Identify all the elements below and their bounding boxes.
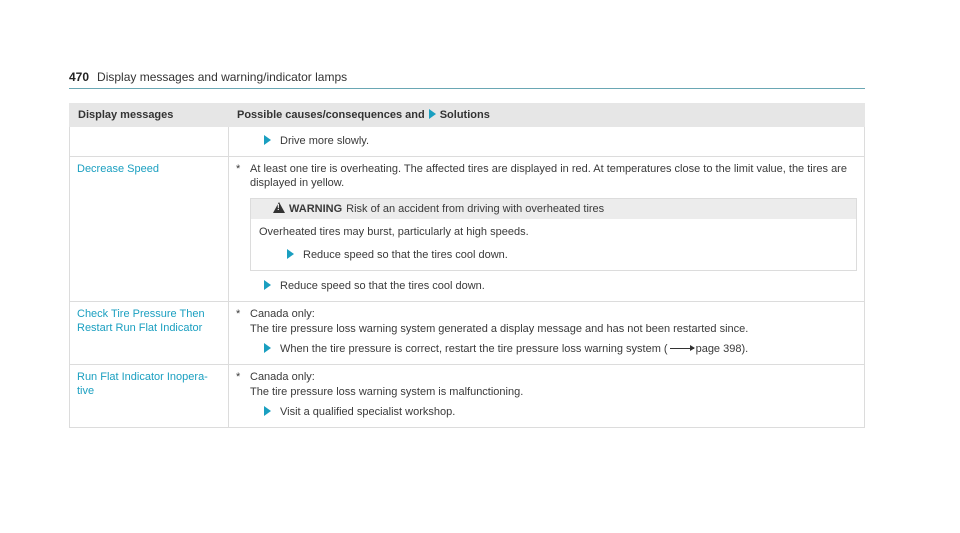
note-text: Canada only: — [250, 308, 315, 320]
col-header-messages: Display messages — [70, 104, 229, 127]
cause-cell — [229, 157, 865, 302]
table-header-row — [70, 104, 865, 127]
cause-note — [236, 162, 857, 190]
page-title: Display messages and warning/indicator lamps — [97, 70, 348, 84]
message-check-tire-pressure: Check Tire Pressure Then Restart Run Flat Indicator — [77, 308, 205, 334]
cause-cell — [229, 302, 865, 365]
page-header — [69, 70, 865, 89]
cause-text: At least one tire is overheating. The affected tires are displayed in red. At temperatures close to the limit value, the tires are displayed in yellow. — [250, 163, 847, 189]
action-arrow-icon — [264, 280, 271, 290]
cause-note — [236, 370, 857, 384]
cause-cell — [229, 127, 865, 157]
warning-title: Risk of an accident from driving with overheated tires — [346, 203, 605, 215]
action-arrow-icon — [264, 135, 271, 145]
action-item: Reduce speed so that the tires cool down. — [236, 279, 857, 293]
page-reference-arrow-icon — [670, 348, 694, 349]
action-item: When the tire pressure is correct, restart the tire pressure loss warning system ( page 398). — [236, 342, 857, 356]
note-text: Canada only: — [250, 371, 315, 383]
cause-text: The tire pressure loss warning system is malfunctioning. — [250, 386, 524, 398]
warning-box — [250, 198, 857, 271]
action-arrow-icon — [264, 406, 271, 416]
message-run-flat-inoperative: Run Flat Indicator Inopera- tive — [77, 371, 208, 397]
message-decrease-speed: Decrease Speed — [77, 163, 159, 175]
message-cell — [70, 157, 229, 302]
cause-note — [236, 307, 857, 321]
footnote-star: * — [236, 371, 241, 383]
header-rule — [69, 88, 865, 89]
cause-text: The tire pressure loss warning system generated a display message and has not been restarted since. — [250, 323, 749, 335]
table-row — [70, 127, 865, 157]
warning-label: WARNING — [289, 203, 343, 215]
message-cell — [70, 127, 229, 157]
footnote-star: * — [236, 308, 241, 320]
action-item: Drive more slowly. — [236, 134, 857, 148]
header-line — [69, 70, 865, 88]
table-row — [70, 365, 865, 428]
warning-triangle-icon — [273, 202, 285, 213]
warning-body — [251, 219, 856, 270]
display-messages-table — [69, 103, 865, 428]
col-header-causes: Possible causes/consequences and Solutions — [229, 104, 865, 127]
message-cell — [70, 365, 229, 428]
table-row — [70, 302, 865, 365]
page-number: 470 — [69, 70, 90, 84]
action-item: Visit a qualified specialist workshop. — [236, 405, 857, 419]
warning-header — [251, 199, 856, 219]
warning-text: Overheated tires may burst, particularly at high speeds. — [259, 226, 529, 238]
message-cell — [70, 302, 229, 365]
table-row — [70, 157, 865, 302]
solution-arrow-icon — [429, 109, 436, 119]
action-item: Reduce speed so that the tires cool down. — [259, 248, 848, 262]
cause-cell — [229, 365, 865, 428]
footnote-star: * — [236, 163, 241, 175]
action-arrow-icon — [264, 343, 271, 353]
page-reference-link[interactable]: page 398). — [695, 343, 749, 355]
action-arrow-icon — [287, 249, 294, 259]
